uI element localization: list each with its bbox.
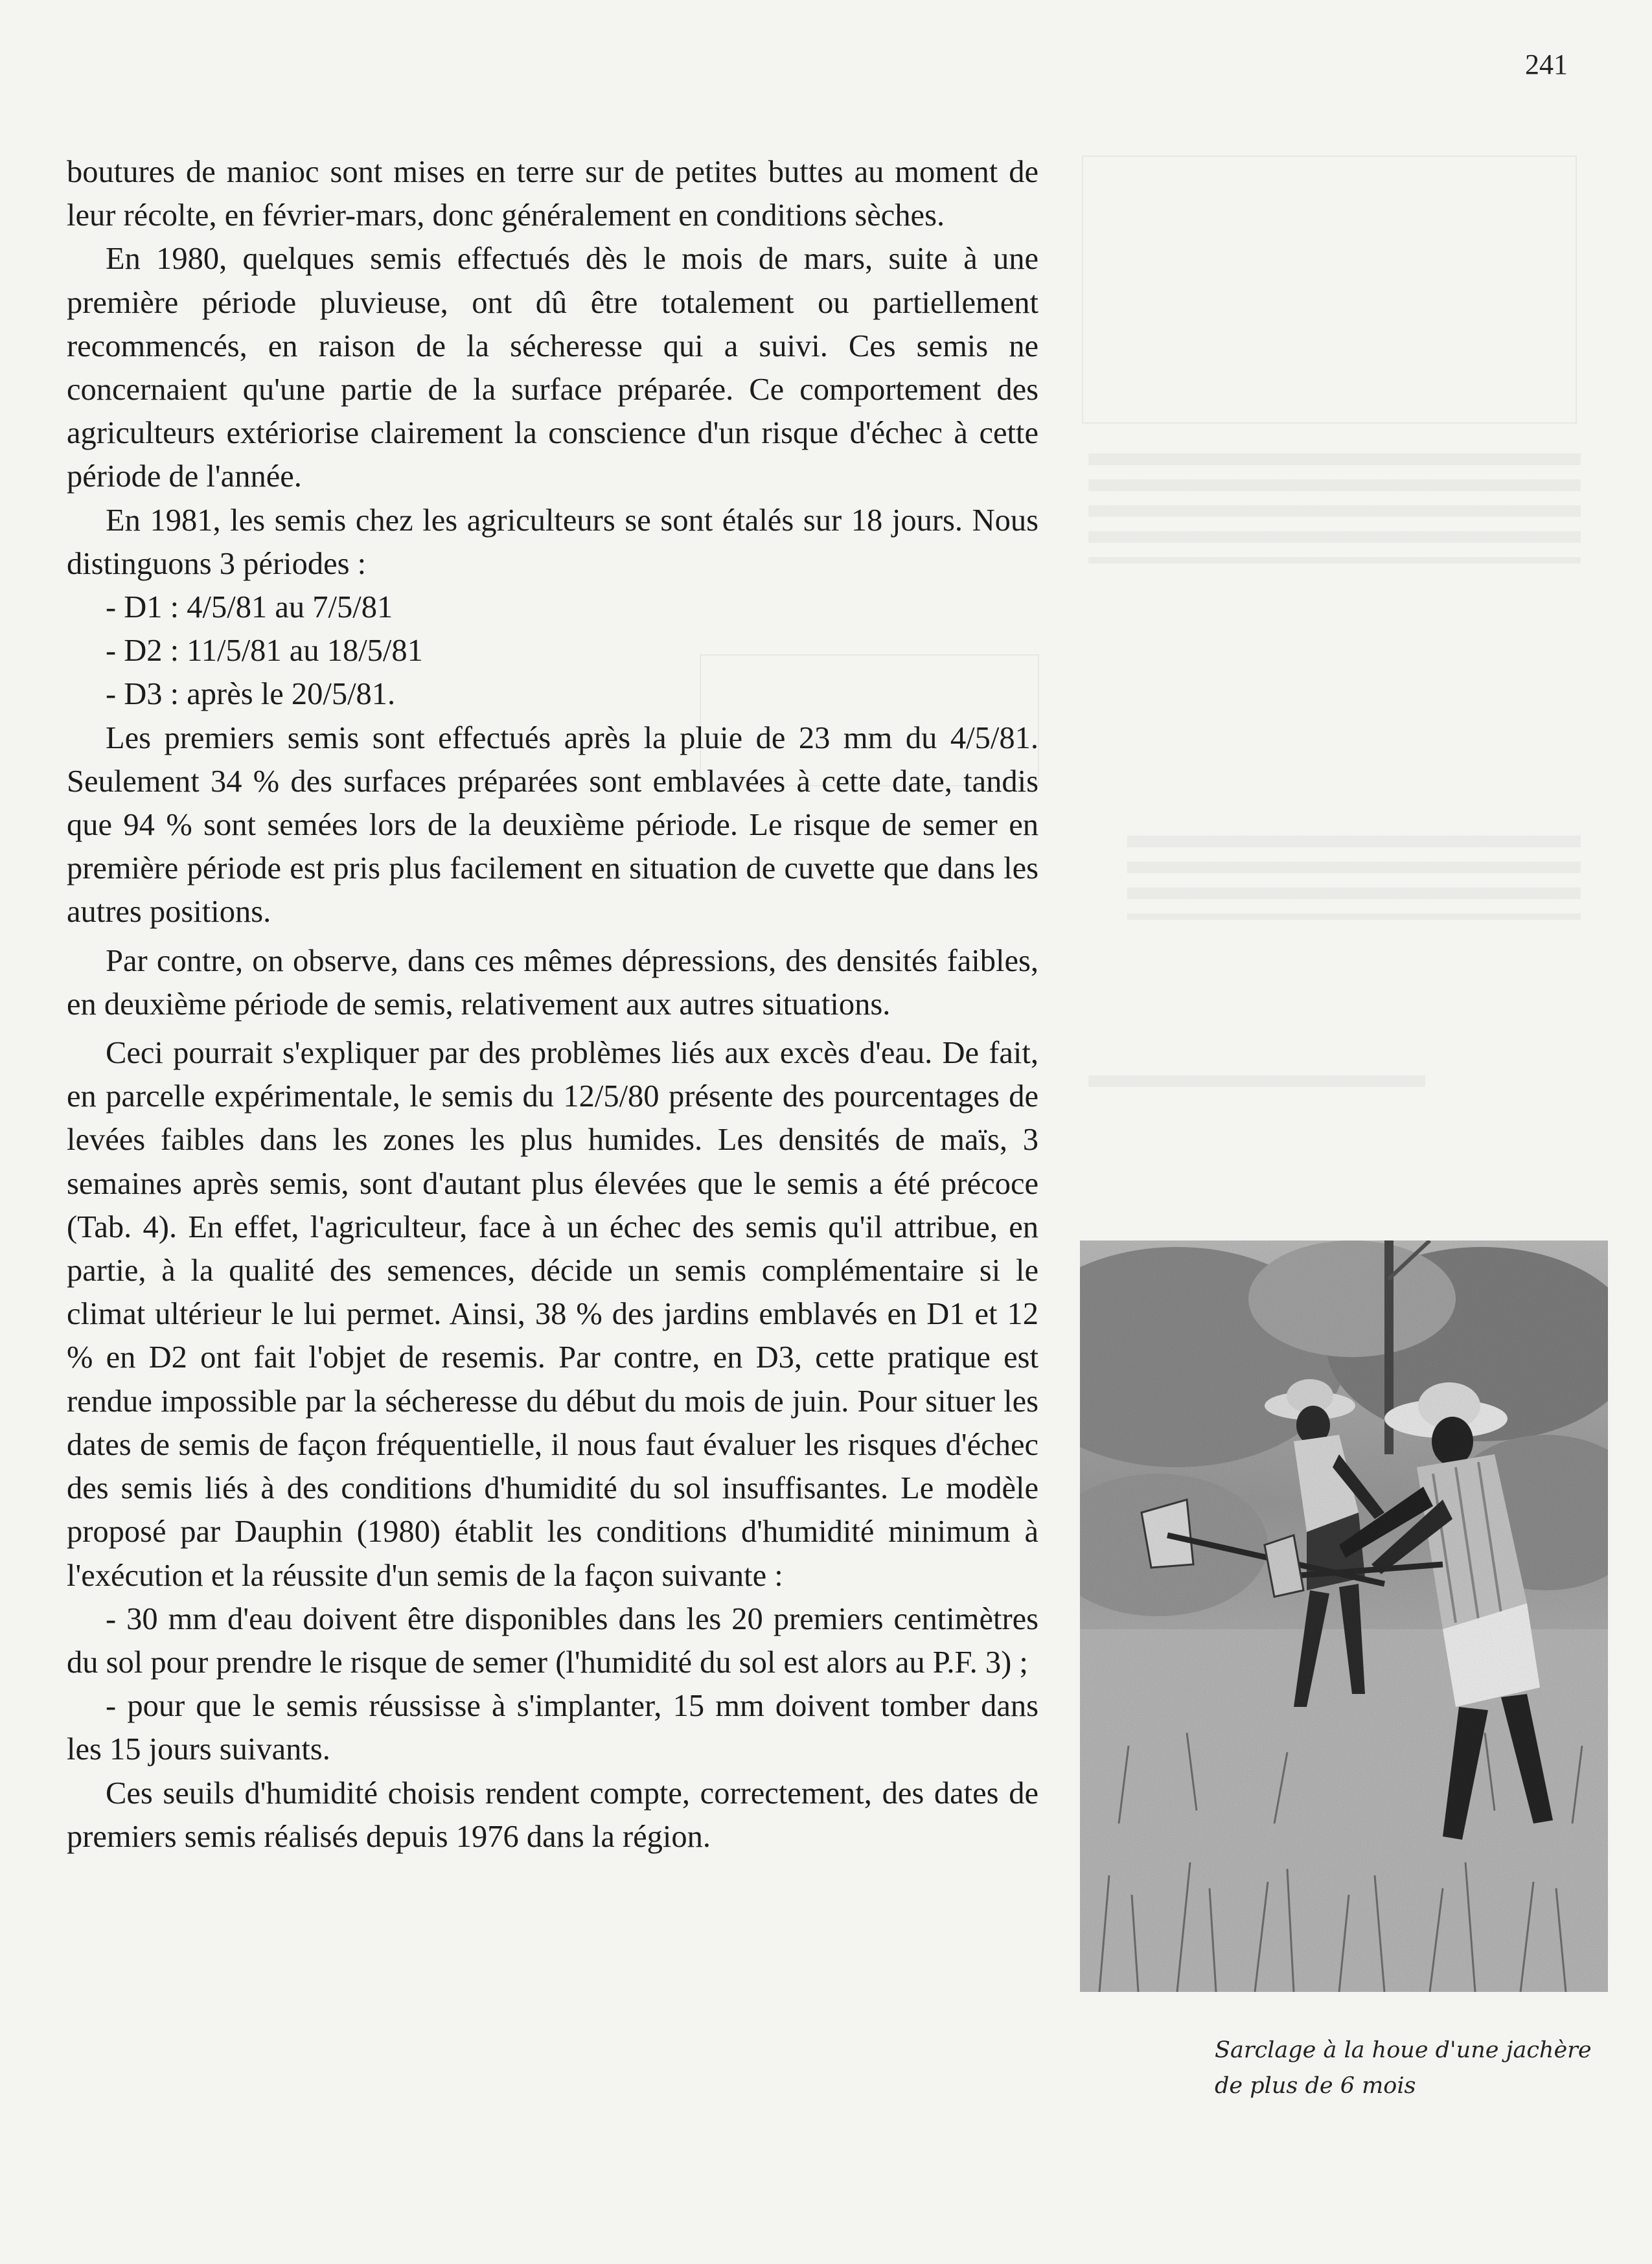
paragraph-1980-semis: En 1980, quelques semis effectués dès le mois de mars, suite à une première période pluvieuse, ont dû être totalement ou partiellement recommencés, en raison de la sécheresse qui a suivi. Ces semis ne concernaient qu'une partie de la surface préparée. Ce comportement des agriculteurs extériorise clairement la conscience d'un risque d'échec à cette période de l'année. — [67, 242, 1038, 494]
paragraph-premiers-semis: Les premiers semis sont effectués après la pluie de 23 mm du 4/5/81. Seulement 34 % des surfaces préparées sont emblavées à cette date, tandis que 94 % sont semées lors de la deuxième période. Le risque de semer en première période est pris plus facilement en situation de cuvette que dans les autres positions. — [67, 720, 1038, 930]
page-number: 241 — [1525, 49, 1568, 80]
list-item-d3: - D3 : après le 20/5/81. — [106, 677, 396, 712]
paragraph-1981-semis: En 1981, les semis chez les agriculteurs se sont étalés sur 18 jours. Nous distinguons 3 périodes : — [67, 503, 1038, 581]
paragraph-continued: boutures de manioc sont mises en terre sur de petites buttes au moment de leur récolte, en février-mars, donc généralement en conditions sèches. — [67, 155, 1038, 233]
paragraph-condition-30mm: - 30 mm d'eau doivent être disponibles dans les 20 premiers centimètres du sol pour prendre le risque de semer (l'humidité du sol est alors au P.F. 3) ; — [67, 1601, 1038, 1680]
main-text-column — [67, 150, 1038, 1858]
list-item-d1: - D1 : 4/5/81 au 7/5/81 — [106, 590, 393, 625]
figure-caption — [1215, 2033, 1629, 2104]
show-through-table-top — [1082, 155, 1577, 424]
paragraph-par-contre: Par contre, on observe, dans ces mêmes dépressions, des densités faibles, en deuxième période de semis, relativement aux autres situations. — [67, 943, 1038, 1022]
list-item-d2: - D2 : 11/5/81 au 18/5/81 — [106, 634, 423, 669]
show-through-text-2 — [1127, 836, 1581, 920]
show-through-text-3 — [1088, 1075, 1425, 1101]
caption-line-2: de plus de 6 mois — [1215, 2073, 1416, 2099]
paragraph-condition-15mm: - pour que le semis réussisse à s'implanter, 15 mm doivent tomber dans les 15 jours suivants. — [67, 1689, 1038, 1767]
paragraph-seuils: Ces seuils d'humidité choisis rendent compte, correctement, des dates de premiers semis réalisés depuis 1976 dans la région. — [67, 1776, 1038, 1854]
paragraph-exces-eau: Ceci pourrait s'expliquer par des problèmes liés aux excès d'eau. De fait, en parcelle expérimentale, le semis du 12/5/80 présente des pourcentages de levées faibles dans les zones les plus humides. Les densités de maïs, 3 semaines après semis, sont d'autant plus élevées que le semis a été précoce (Tab. 4). En effet, l'agriculteur, face à un échec des semis qu'il attribue, en partie, à la qualité des semences, décide un semis complémentaire si le climat ultérieur le lui permet. Ainsi, 38 % des jardins emblavés en D1 et 12 % en D2 ont fait l'objet de resemis. Par contre, en D3, cette pratique est rendue impossible par la sécheresse du début du mois de juin. Pour situer les dates de semis de façon fréquentielle, il nous faut évaluer les risques d'échec des semis liés à des conditions d'humidité du sol insuffisantes. Le modèle proposé par Dauphin (1980) établit les conditions d'humidité minimum à l'exécution et la réussite d'un semis de la façon suivante : — [67, 1036, 1038, 1593]
photo-hoe-weeding — [1080, 1241, 1608, 1992]
show-through-text-1 — [1088, 453, 1581, 564]
caption-line-1: Sarclage à la houe d'une jachère — [1215, 2037, 1592, 2063]
